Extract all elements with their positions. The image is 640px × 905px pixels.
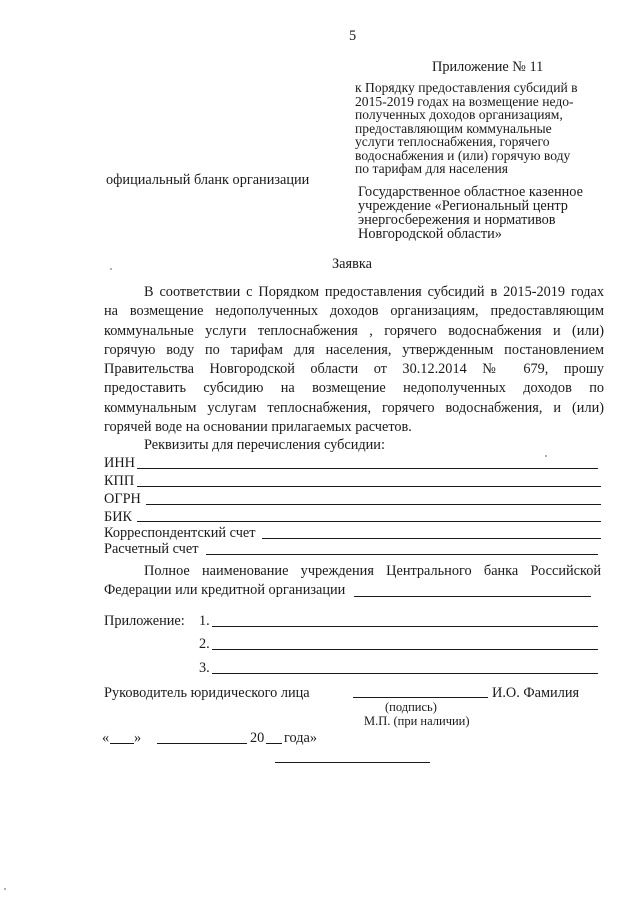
appendix-title: Приложение № 11 bbox=[432, 59, 544, 75]
requisites-heading: Реквизиты для перечисления субсидии: bbox=[144, 437, 385, 453]
bank-name-field-line[interactable] bbox=[354, 596, 591, 597]
field-line-account[interactable] bbox=[206, 554, 598, 555]
attachment-line-2[interactable] bbox=[212, 649, 598, 650]
field-line-inn[interactable] bbox=[137, 468, 598, 469]
attachment-number: 2. bbox=[199, 636, 210, 652]
body-line: коммунальным услугам теплоснабжения, горячего водоснабжения, и (или) bbox=[104, 399, 604, 416]
body-line: горячую воду по тарифам для населения, утвержденным постановлением bbox=[104, 341, 604, 358]
signature-name: И.О. Фамилия bbox=[492, 685, 580, 701]
recipient-line: Государственное областное казенное bbox=[358, 184, 583, 200]
appendix-line: 2015-2019 годах на возмещение недо- bbox=[355, 93, 574, 109]
bank-name-block bbox=[104, 563, 601, 579]
recipient-block bbox=[358, 185, 583, 241]
attachment-number: 3. bbox=[199, 660, 210, 676]
field-label-account: Расчетный счет bbox=[104, 541, 199, 557]
recipient-line: Новгородской области» bbox=[358, 226, 502, 242]
attachment-line-1[interactable] bbox=[212, 626, 598, 627]
appendix-line: водоснабжения и (или) горячую воду bbox=[355, 147, 571, 163]
stamp-label: М.П. (при наличии) bbox=[364, 714, 470, 728]
bank-name-line: Федерации или кредитной организации bbox=[104, 582, 346, 598]
signature-position: Руководитель юридического лица bbox=[104, 685, 310, 701]
recipient-line: энергосбережения и нормативов bbox=[358, 212, 556, 228]
body-line: предоставить субсидию на возмещение недополученных доходов по bbox=[104, 380, 604, 397]
date-open-quote: « bbox=[102, 730, 110, 746]
body-line: горячей воде на основании прилагаемых расчетов. bbox=[104, 419, 412, 436]
bottom-separator bbox=[275, 762, 430, 763]
field-label-bik: БИК bbox=[104, 509, 133, 525]
body-line: В соответствии с Порядком предоставления субсидий в 2015-2019 годах bbox=[144, 284, 604, 300]
appendix-text bbox=[355, 81, 578, 176]
field-line-corr-account[interactable] bbox=[262, 538, 601, 539]
appendix-line: полученных доходов организациям, bbox=[355, 107, 563, 122]
letterhead-label: официальный бланк организации bbox=[106, 172, 310, 188]
date-year-line[interactable] bbox=[266, 743, 282, 744]
body-line: Правительства Новгородской области от 30.12.2014 № 679, прошу bbox=[104, 361, 604, 378]
appendix-line: по тарифам для населения bbox=[355, 161, 509, 176]
bank-name-line: Полное наименование учреждения Центрального банка Российской bbox=[144, 563, 601, 579]
signature-caption: (подпись) bbox=[385, 700, 437, 714]
scan-speck bbox=[4, 888, 6, 890]
date-year-suffix: года» bbox=[284, 730, 318, 746]
field-line-ogrn[interactable] bbox=[146, 504, 601, 505]
appendix-line: предоставляющим коммунальные bbox=[355, 120, 552, 136]
date-day-line[interactable] bbox=[110, 743, 134, 744]
appendix-line: к Порядку предоставления субсидий в bbox=[355, 80, 578, 95]
date-month-line[interactable] bbox=[157, 743, 247, 744]
scan-speck bbox=[110, 268, 112, 270]
scan-speck bbox=[545, 455, 547, 457]
field-label-kpp: КПП bbox=[104, 473, 135, 489]
page-number: 5 bbox=[349, 28, 357, 44]
date-close-quote: » bbox=[134, 730, 142, 746]
recipient-line: учреждение «Региональный центр bbox=[358, 198, 568, 214]
signature-line[interactable] bbox=[353, 697, 488, 698]
body-line: коммунальные услуги теплоснабжения , горячего водоснабжения и (или) bbox=[104, 322, 604, 339]
attachment-line-3[interactable] bbox=[212, 673, 598, 674]
body-paragraph bbox=[104, 283, 604, 437]
field-label-inn: ИНН bbox=[104, 455, 135, 471]
body-line: на возмещение недополученных доходов организациям, предоставляющим bbox=[104, 303, 604, 320]
field-label-corr-account: Корреспондентский счет bbox=[104, 525, 256, 541]
field-line-kpp[interactable] bbox=[137, 486, 601, 487]
field-line-bik[interactable] bbox=[137, 521, 601, 522]
date-year-prefix: 20 bbox=[250, 730, 265, 746]
field-label-ogrn: ОГРН bbox=[104, 491, 141, 507]
document-title: Заявка bbox=[332, 256, 372, 272]
attachment-number: 1. bbox=[199, 613, 210, 629]
attachments-label: Приложение: bbox=[104, 613, 185, 629]
appendix-line: услуги теплоснабжения, горячего bbox=[355, 134, 550, 149]
